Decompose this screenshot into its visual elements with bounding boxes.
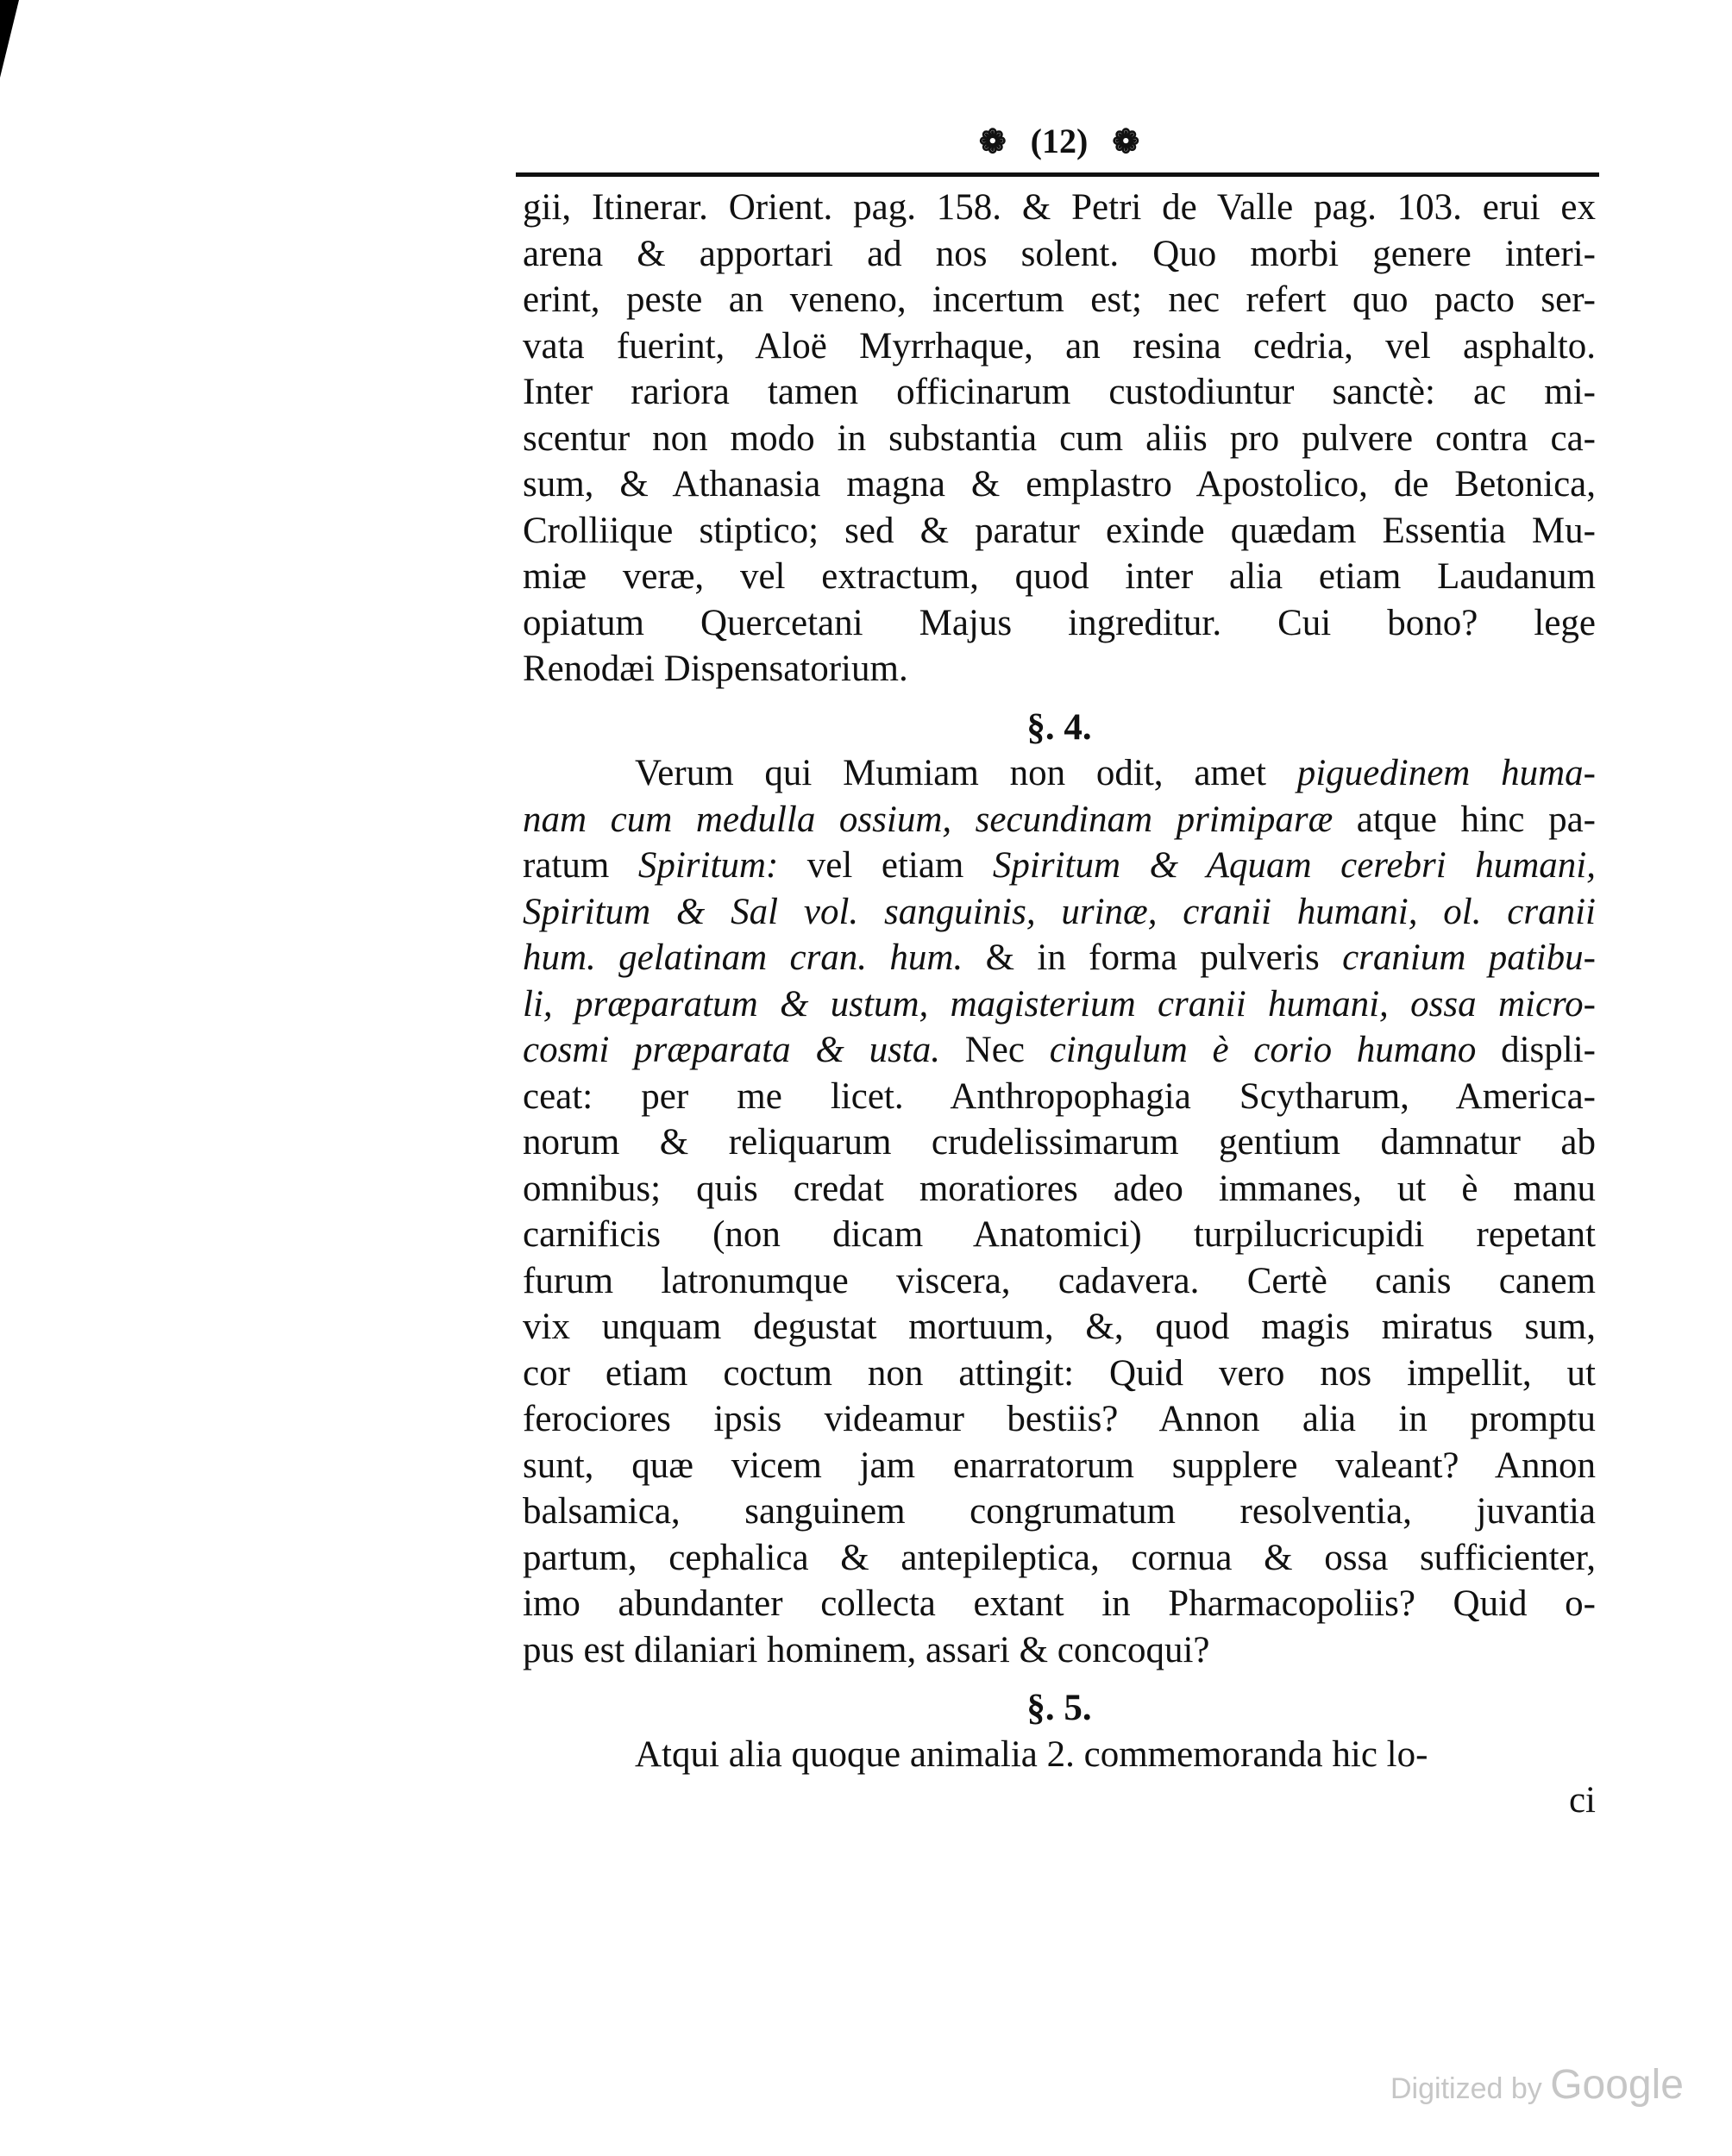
italic-text: Spiritum: — [637, 845, 779, 886]
text-run: Inter rariora tamen officinarum custodiuntur sanctè: ac mi- — [523, 372, 1596, 412]
text-line — [523, 646, 1596, 693]
text-line — [523, 935, 1596, 981]
header-rule — [516, 172, 1599, 177]
text-line — [523, 508, 1596, 555]
text-run: atque hinc pa- — [1333, 799, 1596, 840]
text-line — [523, 461, 1596, 508]
text-run: Renodæi Dispensatorium. — [523, 649, 908, 689]
text-line — [523, 1535, 1596, 1582]
italic-text: li, præparatum & ustum, magisterium cranii humani, ossa micro- — [523, 983, 1596, 1025]
text-run: ferociores ipsis videamur bestiis? Annon alia in promptu — [523, 1399, 1596, 1439]
text-line — [523, 797, 1596, 843]
text-run: vel etiam — [778, 845, 993, 886]
italic-text: Spiritum & Sal vol. sanguinis, urinæ, cranii humani, ol. cranii — [523, 891, 1596, 932]
text-line — [523, 1443, 1596, 1489]
text-run: carnificis (non dicam Anatomici) turpilucricupidi repetant — [523, 1214, 1596, 1255]
scan-edge-shadow — [0, 0, 19, 78]
text-line — [523, 1732, 1596, 1778]
text-line — [523, 1581, 1596, 1627]
italic-text: Spiritum & Aquam cerebri humani, — [992, 845, 1596, 886]
text-line — [523, 231, 1596, 278]
text-run: miæ veræ, vel extractum, quod inter alia etiam Laudanum — [523, 556, 1596, 597]
digitized-by-google-watermark — [1390, 2061, 1684, 2109]
italic-text: cranium patibu- — [1342, 937, 1596, 978]
watermark-prefix: Digitized by — [1390, 2072, 1542, 2105]
text-line — [523, 277, 1596, 323]
italic-text: hum. gelatinam cran. hum. — [523, 937, 963, 978]
text-run: & in forma pulveris — [963, 937, 1343, 978]
text-line — [523, 600, 1596, 647]
text-line — [523, 1212, 1596, 1258]
text-run: Verum qui Mumiam non odit, amet — [635, 753, 1297, 793]
text-line — [523, 1166, 1596, 1213]
text-run: scentur non modo in substantia cum aliis pro pulvere contra ca- — [523, 417, 1596, 459]
running-header — [523, 121, 1596, 169]
text-run: Nec — [940, 1030, 1050, 1070]
text-line — [523, 554, 1596, 600]
page-number: (12) — [1030, 122, 1089, 160]
watermark-brand: Google — [1550, 2062, 1684, 2108]
text-run: norum & reliquarum crudelissimarum gentium damnatur ab — [523, 1122, 1596, 1163]
text-run: erint, peste an veneno, incertum est; nec refert quo pacto ser- — [523, 279, 1596, 320]
italic-text: cingulum è corio humano — [1049, 1030, 1477, 1070]
ornament-left-icon: ❁ — [978, 124, 1007, 160]
page-body — [523, 185, 1596, 1824]
text-run: Atqui alia quoque animalia 2. commemoranda hic lo- — [635, 1733, 1428, 1775]
text-run: arena & apportari ad nos solent. Quo morbi genere interi- — [523, 233, 1596, 274]
text-run: vix unquam degustat mortuum, &, quod magis miratus sum, — [523, 1307, 1596, 1347]
text-line — [523, 1396, 1596, 1443]
text-run: pus est dilaniari hominem, assari & concoqui? — [523, 1629, 1210, 1670]
text-run: partum, cephalica & antepileptica, cornua & ossa sufficienter, — [523, 1537, 1596, 1578]
text-run: vata fuerint, Aloë Myrrhaque, an resina cedria, vel asphalto. — [523, 325, 1596, 367]
text-run: cor etiam coctum non attingit: Quid vero nos impellit, ut — [523, 1352, 1596, 1394]
text-line — [523, 1627, 1596, 1674]
text-run: furum latronumque viscera, cadavera. Certè canis canem — [523, 1260, 1596, 1301]
text-line — [523, 1119, 1596, 1166]
text-run: ratum — [523, 845, 638, 886]
italic-text: nam cum medulla ossium, secundinam primiparæ — [523, 799, 1334, 840]
text-run: opiatum Quercetani Majus ingreditur. Cui bono? lege — [523, 602, 1596, 643]
text-line — [523, 1351, 1596, 1397]
text-run: balsamica, sanguinem congrumatum resolventia, juvantia — [523, 1491, 1596, 1532]
text-run: sunt, quæ vicem jam enarratorum supplere valeant? Annon — [523, 1445, 1596, 1486]
text-line — [523, 1304, 1596, 1351]
text-line — [523, 1027, 1596, 1074]
text-run: displi- — [1476, 1030, 1597, 1070]
text-line — [523, 1074, 1596, 1120]
text-run: Crolliique stiptico; sed & paratur exinde quædam Essentia Mu- — [523, 510, 1596, 551]
italic-text: piguedinem huma- — [1296, 753, 1597, 793]
italic-text: cosmi præparata & usta. — [523, 1030, 941, 1070]
section-heading-5: §. 5. — [1026, 1688, 1092, 1728]
ornament-right-icon: ❁ — [1112, 124, 1140, 160]
text-line — [523, 1258, 1596, 1305]
text-line — [523, 369, 1596, 416]
text-run: gii, Itinerar. Orient. pag. 158. & Petri de Valle pag. 103. erui ex — [523, 187, 1596, 228]
text-line — [523, 1489, 1596, 1535]
section-heading-4: §. 4. — [1026, 706, 1092, 748]
text-line — [523, 323, 1596, 370]
text-line — [523, 185, 1596, 231]
text-line — [523, 889, 1596, 936]
text-line — [523, 843, 1596, 889]
text-line — [523, 416, 1596, 462]
text-line — [523, 750, 1596, 797]
text-run: sum, & Athanasia magna & emplastro Apostolico, de Betonica, — [523, 464, 1596, 505]
paragraph-section-5 — [523, 1732, 1596, 1778]
text-run: imo abundanter collecta extant in Pharmacopoliis? Quid o- — [523, 1583, 1596, 1624]
text-line — [523, 981, 1596, 1028]
paragraph-section-4 — [523, 750, 1596, 1673]
text-run: omnibus; quis credat moratiores adeo immanes, ut è manu — [523, 1168, 1596, 1209]
text-run: ceat: per me licet. Anthropophagia Scytharum, America- — [523, 1075, 1596, 1117]
paragraph-section-3-end — [523, 185, 1596, 693]
catchword: ci — [1568, 1780, 1596, 1821]
